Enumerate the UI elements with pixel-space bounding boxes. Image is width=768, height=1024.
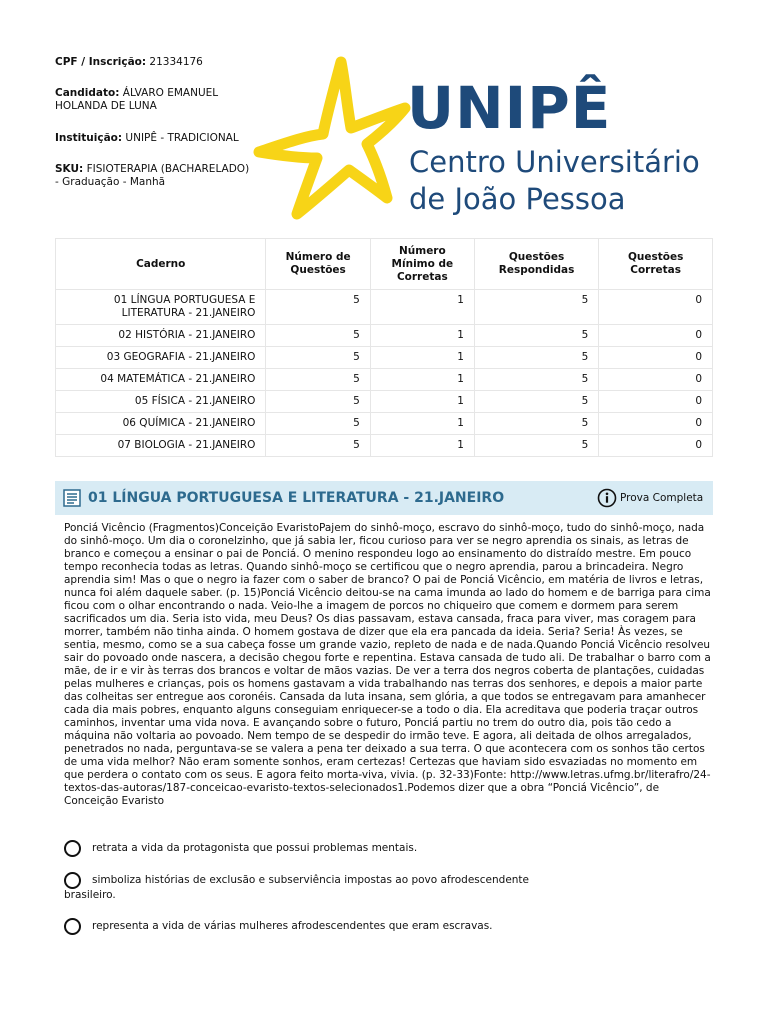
header-questoes-respondidas: Questões Respondidas — [474, 239, 598, 290]
cell-caderno: 05 FÍSICA - 21.JANEIRO — [56, 391, 266, 413]
cell-respondidas: 5 — [474, 325, 598, 347]
cell-caderno: 03 GEOGRAFIA - 21.JANEIRO — [56, 347, 266, 369]
table-row — [56, 413, 713, 435]
cell-respondidas: 5 — [474, 391, 598, 413]
cell-questoes: 5 — [266, 325, 370, 347]
status-badge — [597, 488, 703, 508]
sku-label: SKU: — [55, 163, 84, 175]
table-row — [56, 391, 713, 413]
institution-value: UNIPÊ - TRADICIONAL — [125, 132, 239, 144]
cell-corretas: 0 — [599, 391, 713, 413]
document-icon — [63, 489, 81, 507]
cell-corretas: 0 — [599, 369, 713, 391]
radio-button[interactable] — [64, 872, 81, 889]
cell-corretas: 0 — [599, 413, 713, 435]
cell-caderno: 02 HISTÓRIA - 21.JANEIRO — [56, 325, 266, 347]
answer-option-1[interactable] — [64, 840, 714, 856]
table-row — [56, 347, 713, 369]
logo-line2: de João Pessoa — [409, 182, 626, 216]
cell-minimo: 1 — [370, 347, 474, 369]
cell-questoes: 5 — [266, 391, 370, 413]
cell-corretas: 0 — [599, 290, 713, 325]
cell-respondidas: 5 — [474, 435, 598, 457]
radio-button[interactable] — [64, 840, 81, 857]
table-row — [56, 290, 713, 325]
option-text: retrata a vida da protagonista que possui problemas mentais. — [92, 842, 418, 854]
cell-respondidas: 5 — [474, 347, 598, 369]
cpf-value: 21334176 — [149, 56, 203, 68]
table-row — [56, 369, 713, 391]
candidate-label: Candidato: — [55, 87, 120, 99]
cell-respondidas: 5 — [474, 369, 598, 391]
cell-corretas: 0 — [599, 435, 713, 457]
header-questoes-corretas: Questões Corretas — [599, 239, 713, 290]
cell-questoes: 5 — [266, 435, 370, 457]
candidate-info — [55, 87, 255, 113]
cell-caderno: 07 BIOLOGIA - 21.JANEIRO — [56, 435, 266, 457]
table-row — [56, 325, 713, 347]
option-text: representa a vida de várias mulheres afrodescendentes que eram escravas. — [92, 920, 493, 932]
sku-value: FISIOTERAPIA (BACHARELADO) - Graduação - Manhã — [55, 163, 250, 188]
cell-questoes: 5 — [266, 347, 370, 369]
cell-minimo: 1 — [370, 290, 474, 325]
logo-line1: Centro Universitário — [409, 145, 700, 179]
table-row — [56, 435, 713, 457]
cell-questoes: 5 — [266, 413, 370, 435]
cell-corretas: 0 — [599, 347, 713, 369]
status-text: Prova Completa — [620, 492, 704, 504]
answer-option-2[interactable] — [64, 872, 544, 903]
sku-info — [55, 163, 255, 189]
cell-minimo: 1 — [370, 369, 474, 391]
logo-name: UNIPÊ — [407, 74, 612, 142]
cell-caderno: 01 LÍNGUA PORTUGUESA E LITERATURA - 21.JANEIRO — [56, 290, 266, 325]
cell-corretas: 0 — [599, 325, 713, 347]
cell-respondidas: 5 — [474, 413, 598, 435]
header-minimo-corretas: Número Mínimo de Corretas — [370, 239, 474, 290]
cell-respondidas: 5 — [474, 290, 598, 325]
cpf-info — [55, 56, 255, 69]
table-header-row — [56, 239, 713, 290]
cell-minimo: 1 — [370, 413, 474, 435]
answer-option-3[interactable] — [64, 918, 714, 934]
cell-caderno: 06 QUÍMICA - 21.JANEIRO — [56, 413, 266, 435]
cell-minimo: 1 — [370, 391, 474, 413]
cell-minimo: 1 — [370, 325, 474, 347]
candidate-value: ÁLVARO EMANUEL HOLANDA DE LUNA — [55, 87, 219, 112]
results-table — [55, 238, 713, 457]
cell-caderno: 04 MATEMÁTICA - 21.JANEIRO — [56, 369, 266, 391]
question-text: Ponciá Vicêncio (Fragmentos)Conceição EvaristoPajem do sinhô-moço, escravo do sinhô-moço, tudo do sinhô-moço, nada do sinhô-moço. Um dia o coronelzinho, que já sabia ler, ficou curioso para ver se negro aprendia os sinais, as letras de branco e começou a ensinar o pai de Ponciá. O menino respondeu logo ao ensinamento do distraído mestre. Em pouco tempo reconhecia todas as letras. Quando sinhô-moço se certificou que o negro aprendia, parou a brincadeira. Negro aprendia sim! Mas o que o negro ia fazer com o saber de branco? O pai de Ponciá Vicêncio, em matéria de livros e letras, nunca foi além daquele saber. (p. 15)Ponciá Vicêncio deitou-se na cama imunda ao lado do homem e de barriga para cima ficou com o olhar encontrando o nada. Veio-lhe a imagem de porcos no chiqueiro que comem e dormem para serem sacrificados um dia. Seria isto vida, meu Deus? Os dias passavam, estava cansada, fraca para viver, mas coragem para morrer, também não tinha ainda. O homem gostava de dizer que ela era pancada da ideia. Seria? Seria! Às vezes, se sentia, mesmo, como se a sua cabeça fosse um grande vazio, repleto de nada e de nada.Quando Ponciá Vicêncio resolveu sair do povoado onde nascera, a decisão chegou forte e repentina. Estava cansada de tudo ali. De trabalhar o barro com a mãe, de ir e vir às terras dos brancos e voltar de mãos vazias. De ver a terra dos negros coberta de plantações, cuidadas pelas mulheres e crianças, pois os homens gastavam a vida trabalhando nas terras dos senhores, e depois a maior parte das colheitas ser entregue aos coronéis. Cansada da luta insana, sem glória, a que todos se entregavam para amanhecer cada dia mais pobres, enquanto alguns conseguiam enriquecer-se a todo o dia. Ela acreditava que poderia traçar outros caminhos, inventar uma vida nova. E avançando sobre o futuro, Ponciá partiu no trem do outro dia, pois tão cedo a máquina não voltaria ao povoado. Nem tempo de se despedir do irmão teve. E agora, ali deitada de olhos arregalados, penetrados no nada, perguntava-se se valera a pena ter deixado a sua terra. O que acontecera com os sonhos tão certos de uma vida melhor? Não eram somente sonhos, eram certezas! Certezas que haviam sido esvaziadas no momento em que perdera o contato com os seus. E agora feito morta-viva, vivia. (p. 32-33)Fonte: http://www.letras.ufmg.br/literafro/24-textos-das-autoras/187-conceicao-evaristo-textos-selecionados1.Podemos dizer que a obra “Ponciá Vicêncio”, de Conceição Evaristo — [64, 522, 711, 807]
institution-info — [55, 132, 255, 145]
section-title: 01 LÍNGUA PORTUGUESA E LITERATURA - 21.JANEIRO — [88, 490, 505, 506]
option-text: simboliza histórias de exclusão e subserviência impostas ao povo afrodescendente brasileiro. — [64, 874, 530, 901]
cpf-label: CPF / Inscrição: — [55, 56, 147, 68]
section-header — [55, 481, 713, 515]
header-caderno: Caderno — [56, 239, 266, 290]
header-numero-questoes: Número de Questões — [266, 239, 370, 290]
cell-questoes: 5 — [266, 290, 370, 325]
unipe-logo — [245, 52, 720, 222]
institution-label: Instituição: — [55, 132, 123, 144]
cell-questoes: 5 — [266, 369, 370, 391]
radio-button[interactable] — [64, 918, 81, 935]
info-icon — [597, 488, 617, 508]
cell-minimo: 1 — [370, 435, 474, 457]
